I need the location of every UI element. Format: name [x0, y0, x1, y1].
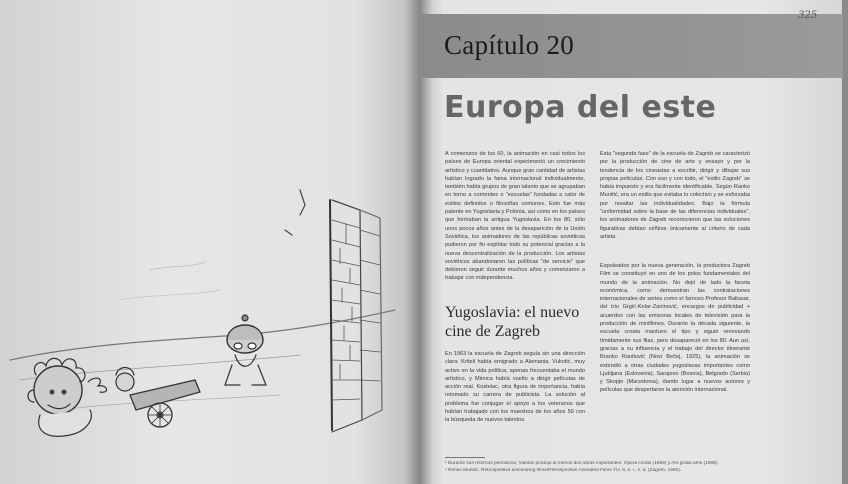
- page-number: 325: [798, 10, 818, 21]
- chapter-label: Capítulo 20: [444, 30, 575, 60]
- right-column-bottom: [600, 262, 750, 401]
- section-paragraph: En 1963 la escuela de Zagreb seguía sin una dirección clara: Kriteli había emigrado a Alemania. Vukotić, muy activo en la vida política, apenas frecuentaba el mundo artístico, y Mimica había vuelto a dirigir películas de acción real. Kostelac, otra figura de importancia, había retomado su carrera de publicista. La solución al problema fue conjugar el apoyo a los veteranos que habían trabajado con los maestros de los años 50 con la búsqueda de nuevos talentos.: [445, 351, 585, 424]
- section-column: [445, 350, 585, 431]
- footnote-divider: [445, 457, 485, 458]
- footnote-2: ² Ranko Munitić, Retrospektiva animiranog filma/Retrospective Animated Films YU, 8, s. l., s. d. (Zagreb, 1980).: [445, 467, 682, 473]
- footnote-1: ¹ Durante sus retornos periódicos, Vukotić produjo al menos dos obras importantes: Opera cordis (1968) y Ars gratia artis (1969).: [445, 461, 719, 466]
- intro-column: [445, 150, 585, 289]
- right-paragraph-1: Esta "segunda fase" de la escuela de Zagreb se caracterizó por la producción de cine de arte y ensayo y por la tendencia de los cineastas a escribir, dirigir y dibujar sus propias películas. Con eso y con todo, el "estilo Zagreb" se había impuesto y era fácilmente identificable. Según Ranko Munitić, era un estilo que evitaba lo colectivo y se esforzaba por resaltar las individualidades. Bajo la fórmula "uniformidad sobre la base de las diferencias individuales", los animadores de Zagreb reconocieron que las soluciones figurativas debían ceñirse únicamente al criterio de cada artista.: [600, 151, 750, 240]
- intro-paragraph: A comienzos de los 60, la animación en casi todos los países de Europa oriental experimentó un crecimiento artístico y cuantitativo. Aunque gran cantidad de artistas habían logrado la fama internacional individualmente, también había grupos de gran talento que se agrupaban en torno a corrientes o "escuelas" fundadas a calor de estilos definidos o filosofías comunes. Esto fue más patente en Yugoslavia y Polonia, así como en los países que formaban la antigua Yugoslavia. En los 80, sólo unos pocos años antes de la desaparición de la Unión Soviética, los animadores de las repúblicas soviéticas pudieron por fin explotar todo su potencial gracias a la nueva descentralización de la producción. Los artistas soviéticos abandonaron las políticas "de servicio" que debieron seguir durante muchos años y comenzaron a trabajar con independencia.: [445, 151, 585, 282]
- footnotes: [445, 461, 765, 474]
- cartoon-illustration: [0, 170, 402, 480]
- right-column-top: [600, 150, 750, 247]
- section-heading: Yugoslavia: el nuevo cine de Zagreb: [445, 304, 580, 340]
- right-paragraph-2: Espoleados por la nueva generación, la productora Zagreb Film se constituyó en uno de los polos fundamentales del mundo de la animación. No dejó de lado la faceta económica, como demuestran las contrataciones internacionales de series como el famoso Profesor Baltasar, del trío Grgić-Kolar-Zaninović, encargos de publicidad + acuerdos con las emisoras locales de televisión para la producción de minifilmes. Durante la década siguiente, la escuela croata mantuvo el tipo y siguió renovando tímidamente sus filas, pero desapareció en los 80. Aun así, gracias a su influencia y el trabajo del director itinerante Branko Ranitović (Novi Beĉej, 1925), la animación se extendió a otras ciudades yugoslavas importantes como Ljubljana (Eslovenia), Sarajevo (Bosnia), Belgrado (Serbia) y Skopje (Macedonia), dando lugar a nuevos autores y películas que despertaron la atención internacional.: [600, 263, 750, 394]
- page-title: Europa del este: [444, 90, 717, 125]
